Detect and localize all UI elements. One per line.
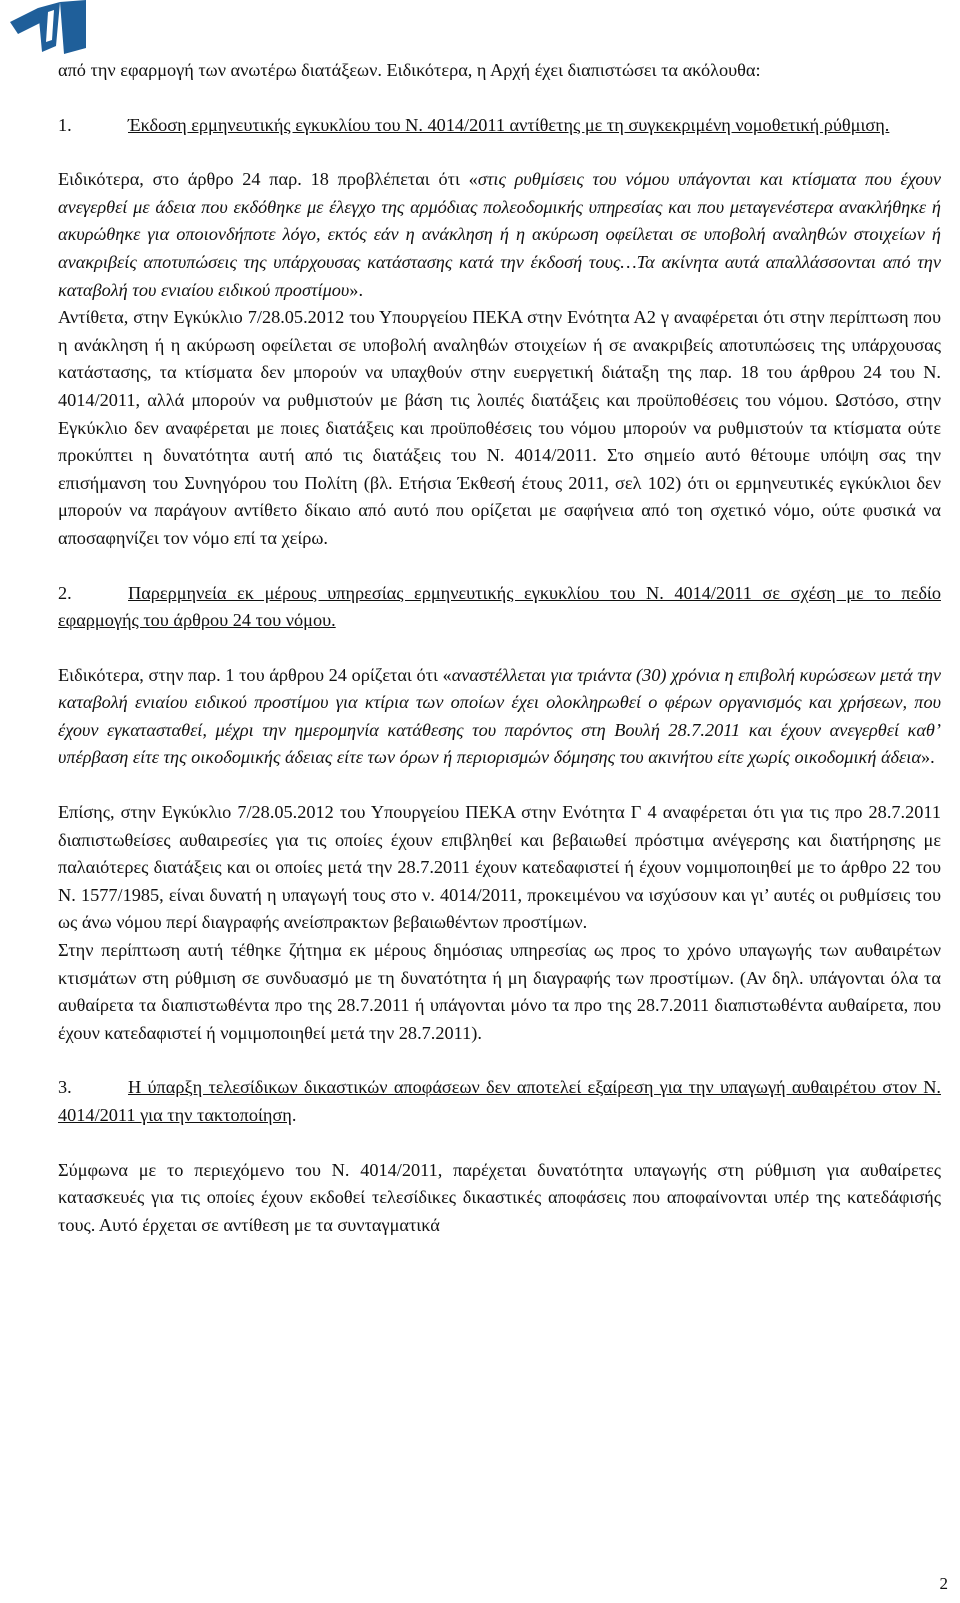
section-1-heading: [58, 112, 941, 140]
quoted-law-text: στις ρυθμίσεις του νόμου υπάγονται και κτίσματα που έχουν ανεγερθεί με άδεια που εκδόθηκε με έλεγχο της αρμόδιας πολεοδομικής υπηρεσίας και που μεταγενέστερα ανακλήθηκε ή ακυρώθηκε για οποιονδήποτε λόγο, εκτός εάν η ανάκληση ή η ακύρωση οφείλεται σε υποβολή αναληθών στοιχείων ή ανακριβείς αποτυπώσεις της υπάρχουσας κατάστασης κατά την έκδοσή τους…Τα ακίνητα αυτά απαλλάσσονται από την καταβολή του ενιαίου ειδικού προστίμου: [58, 169, 941, 300]
paragraph-lead: Ειδικότερα, στην παρ. 1 του άρθρου 24 ορίζεται ότι «: [58, 664, 452, 685]
section-1-number: 1.: [58, 114, 72, 135]
section-3-period: .: [291, 1105, 297, 1125]
quote-close: ».: [920, 747, 935, 768]
paragraph-service-question: Στην περίπτωση αυτή τέθηκε ζήτημα εκ μέρους δημόσιας υπηρεσίας ως προς το χρόνο υπαγωγής των αυθαιρέτων κτισμάτων στη ρύθμιση σε συνδυασμό με τη δυνατότητα ή μη διαγραφής των προστίμων. (Αν δηλ. υπάγονται όλα τα αυθαίρετα τα διαπιστωθέντα προ της 28.7.2011 ή υπάγονται μόνο τα προ της 28.7.2011 διαπιστωθέντα αυθαίρετα, που έχουν κατεδαφιστεί ή νομιμοποιηθεί μετά την 28.7.2011).: [58, 940, 941, 1043]
paragraph-circular-a2: Αντίθετα, στην Εγκύκλιο 7/28.05.2012 του Υπουργείου ΠΕΚΑ στην Ενότητα Α2 γ αναφέρεται ότι στην περίπτωση που η ανάκληση ή η ακύρωση οφείλεται σε υποβολή αναληθών στοιχείων ή σε ανακριβείς αποτυπώσεις της υπάρχουσας κατάστασης, τα κτίσματα δεν μπορούν να υπαχθούν στην ευεργετική διάταξη της παρ. 18 του άρθρου 24 του Ν. 4014/2011, αλλά μπορούν να ρυθμιστούν με βάση τις λοιπές διατάξεις και προϋποθέσεις του νόμου. Ωστόσο, στην Εγκύκλιο δεν αναφέρεται με ποιες διατάξεις και προϋποθέσεις του νόμου μπορούν να ρυθμιστούν τα κτίσματα ούτε προκύπτει η δυνατότητα αυτή από τις διατάξεις του Ν. 4014/2011. Στο σημείο αυτό θέτουμε υπόψη σας την επισήμανση του Συνηγόρου του Πολίτη (βλ. Ετήσια Έκθεσή έτους 2011, σελ 102) ότι οι ερμηνευτικές εγκύκλιοι δεν μπορούν να παράγουν αντίθετο δίκαιο από αυτό που ορίζεται με σαφήνεια από τοη σχετικό νόμο, ούτε φυσικά να αποσαφηνίζει τον νόμο επί τα χείρω.: [58, 307, 941, 548]
section-2-heading: [58, 580, 941, 635]
section-3-number: 3.: [58, 1077, 72, 1098]
quoted-law-text: αναστέλλεται για τριάντα (30) χρόνια η επιβολή κυρώσεων μετά την καταβολή ενιαίου ειδικού προστίμου για κτίρια των οποίων έχει ολοκληρωθεί ο φέρων οργανισμός και χρήσεων, που έχουν εγκατασταθεί, μέχρι την ημερομηνία κατάθεσης του παρόντος στη Βουλή 28.7.2011 και έχουν ανεγερθεί καθ’ υπέρβαση είτε της οικοδομικής άδειας είτε των όρων ή περιορισμών δόμησης του ακινήτου είτε χωρίς οικοδομική άδεια: [58, 664, 942, 768]
intro-paragraph: από την εφαρμογή των ανωτέρω διατάξεων. Ειδικότερα, η Αρχή έχει διαπιστώσει τα ακόλουθα:: [58, 60, 761, 80]
quote-close: ».: [349, 279, 364, 300]
paragraph-lead: Ειδικότερα, στο άρθρο 24 παρ. 18 προβλέπεται ότι «: [58, 169, 478, 190]
paragraph-article-24-18: [58, 166, 941, 304]
section-2-title: Παρερμηνεία εκ μέρους υπηρεσίας ερμηνευτικής εγκυκλίου του Ν. 4014/2011 σε σχέση με το πεδίο εφαρμογής του άρθρου 24 του νόμου.: [58, 582, 941, 631]
document-body: [58, 57, 941, 1239]
organization-logo: [8, 0, 92, 58]
section-3-title: Η ύπαρξη τελεσίδικων δικαστικών αποφάσεων δεν αποτελεί εξαίρεση για την υπαγωγή αυθαιρέτου στον Ν. 4014/2011 για την τακτοποίηση: [58, 1077, 941, 1125]
section-3-heading: [58, 1074, 941, 1129]
section-1-title: Έκδοση ερμηνευτικής εγκυκλίου του Ν. 4014/2011 αντίθετης με τη συγκεκριμένη νομοθετική ρύθμιση.: [128, 114, 890, 135]
page-number: 2: [939, 1574, 948, 1593]
paragraph-court-decisions: Σύμφωνα με το περιεχόμενο του Ν. 4014/2011, παρέχεται δυνατότητα υπαγωγής στη ρύθμιση για αυθαίρετες κατασκευές για τις οποίες έχουν εκδοθεί τελεσίδικες δικαστικές αποφάσεις που αποφαίνονται υπέρ της κατεδάφισής τους. Αυτό έρχεται σε αντίθεση με τα συνταγματικά: [58, 1159, 941, 1235]
section-2-number: 2.: [58, 582, 72, 603]
paragraph-article-24-1: [58, 662, 941, 772]
paragraph-circular-g4: Επίσης, στην Εγκύκλιο 7/28.05.2012 του Υπουργείου ΠΕΚΑ στην Ενότητα Γ 4 αναφέρεται ότι για τις προ 28.7.2011 διαπιστωθείσες αυθαιρεσίες για τις οποίες έχουν επιβληθεί και βεβαιωθεί πρόστιμα ανέγερσης και διατήρησης με παλαιότερες διατάξεις και οι οποίες μετά την 28.7.2011 έχουν κατεδαφιστεί ή έχουν νομιμοποιηθεί με το άρθρο 22 του Ν. 1577/1985, είναι δυνατή η υπαγωγή τους στο ν. 4014/2011, προκειμένου να ισχύσουν και γι’ αυτές οι ρυθμίσεις του ως άνω νόμου περί διαγραφής ανείσπρακτων βεβαιωθέντων προστίμων.: [58, 802, 941, 933]
